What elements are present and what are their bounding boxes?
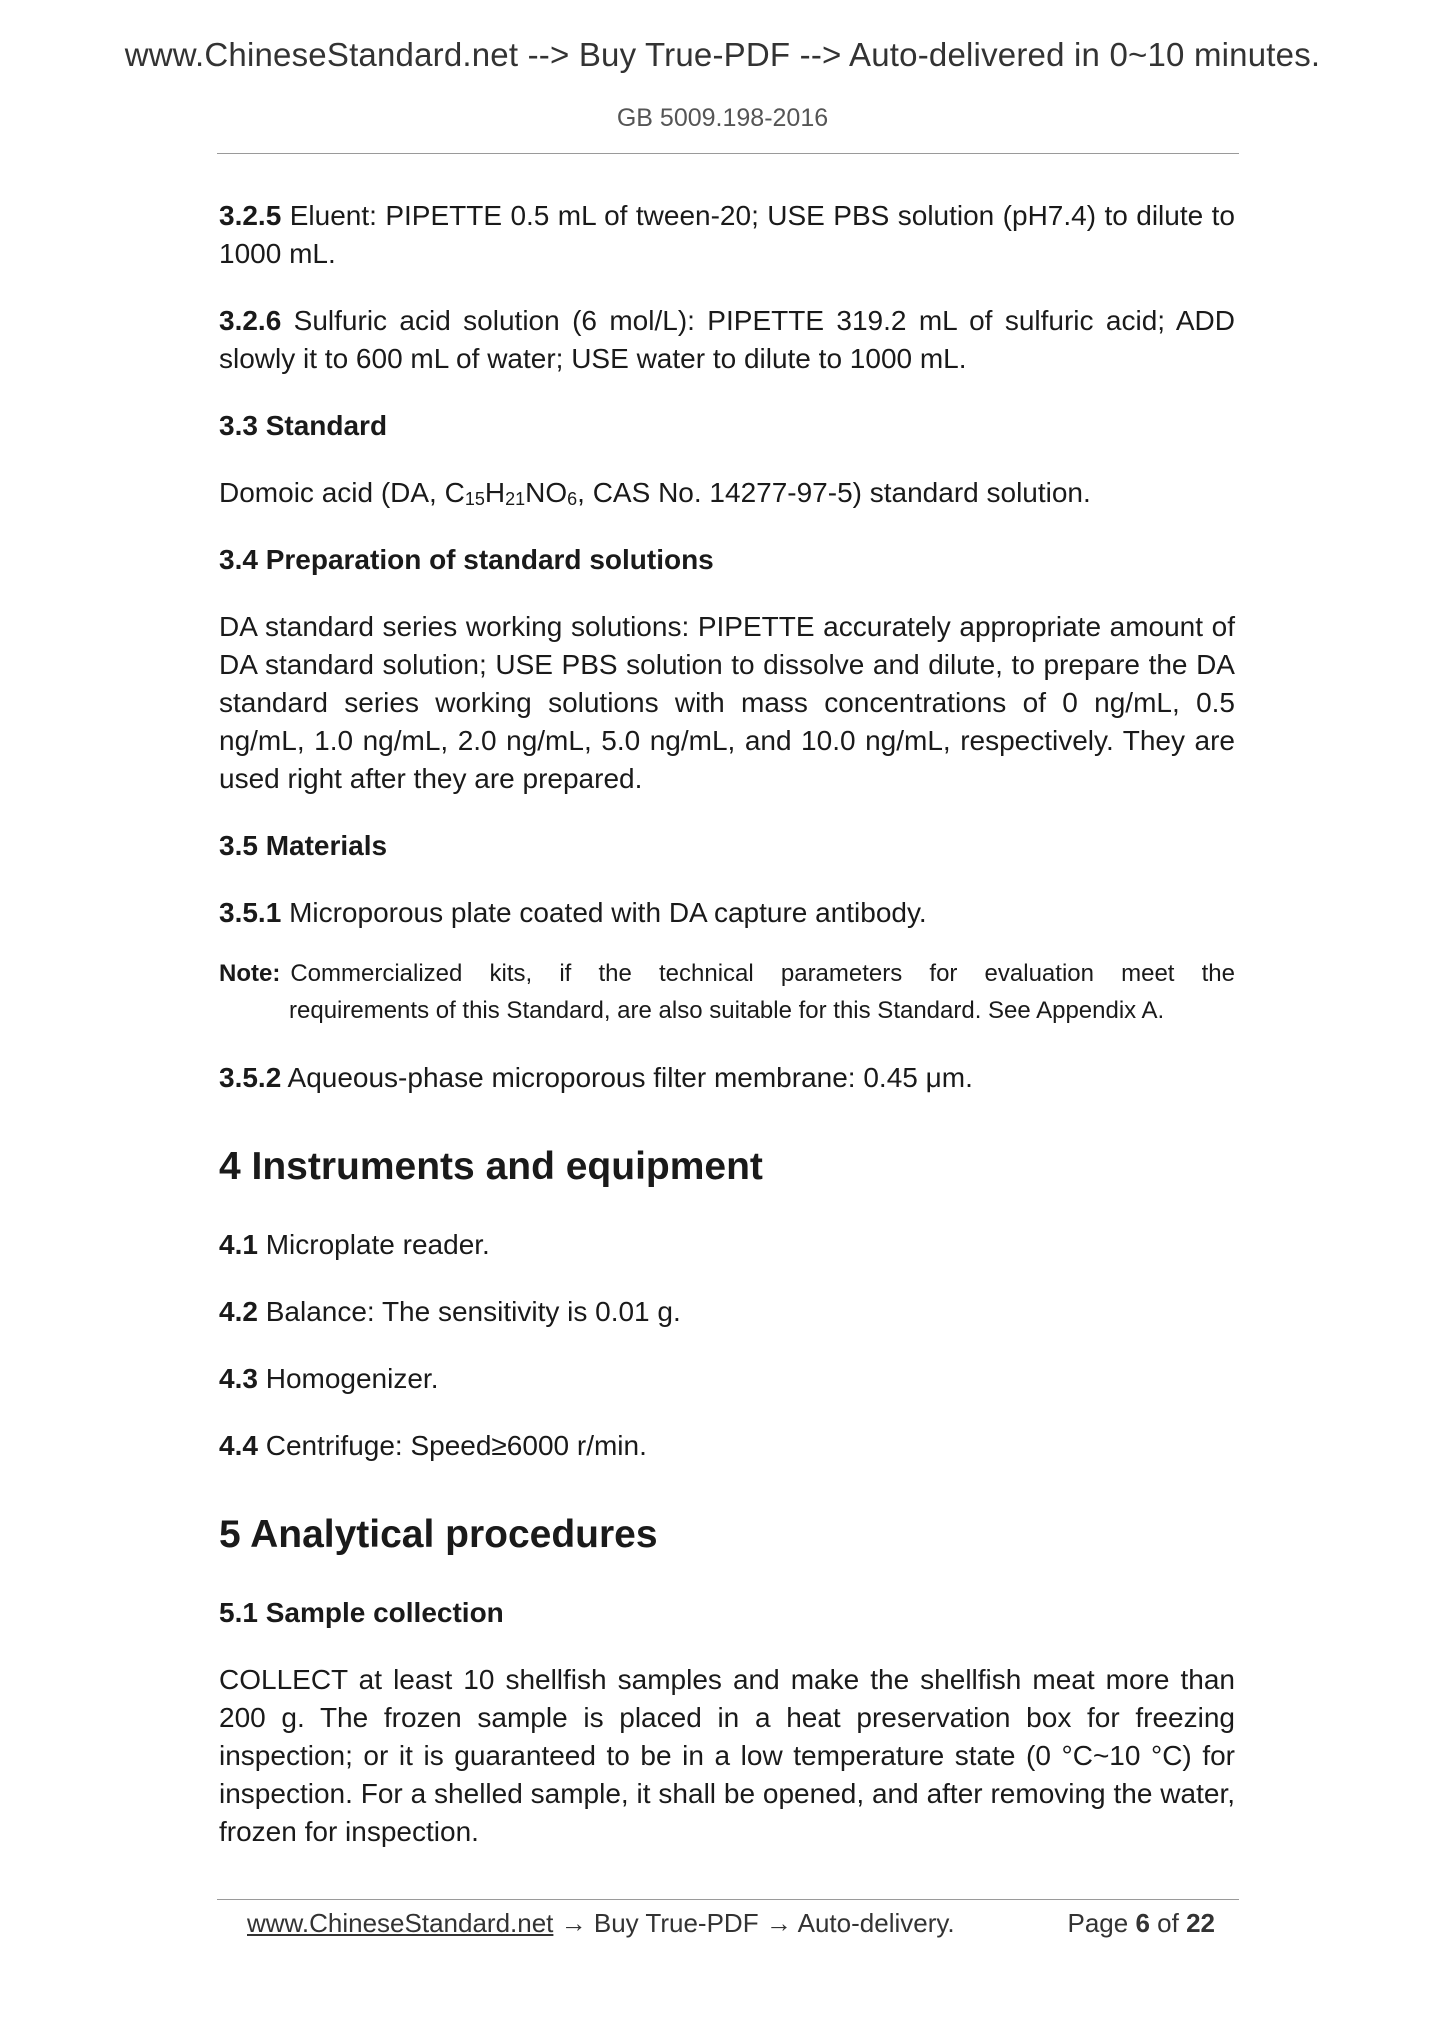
- formula-text: H: [484, 477, 506, 508]
- header-divider: [217, 153, 1239, 154]
- page-content: [219, 197, 1235, 1880]
- clause-4-3: [219, 1360, 1235, 1398]
- clause-number: 4.4: [219, 1430, 258, 1461]
- clause-number: 3.5.1: [219, 897, 282, 928]
- clause-text: Microporous plate coated with DA capture antibody.: [289, 897, 927, 928]
- page-current: 6: [1135, 1908, 1150, 1938]
- standard-description: [219, 474, 1235, 512]
- section-heading-3-4: 3.4 Preparation of standard solutions: [219, 544, 714, 575]
- document-code: GB 5009.198-2016: [616, 104, 829, 132]
- clause-text: Centrifuge: Speed≥6000 r/min.: [265, 1430, 647, 1461]
- clause-text: Balance: The sensitivity is 0.01 g.: [265, 1296, 681, 1327]
- page-of: of: [1157, 1908, 1179, 1938]
- clause-3-2-5: [219, 197, 1235, 273]
- note-line-1: [219, 955, 1235, 992]
- standard-solutions-paragraph: DA standard series working solutions: PIPETTE accurately appropriate amount of DA standard solution; USE PBS solution to dissolve and dilute, to prepare the DA standard series working solutions with mass concentrations of 0 ng/mL, 0.5 ng/mL, 1.0 ng/mL, 2.0 ng/mL, 5.0 ng/mL, and 10.0 ng/mL, respectively. They are used right after they are prepared.: [219, 611, 1235, 794]
- clause-3-2-6: [219, 302, 1235, 378]
- page-total: 22: [1186, 1908, 1215, 1938]
- page-footer: [247, 1903, 1215, 1943]
- clause-4-4: [219, 1427, 1235, 1465]
- section-heading-3-5: 3.5 Materials: [219, 830, 388, 861]
- section-heading-3-3: 3.3 Standard: [219, 410, 388, 441]
- subscript: 15: [464, 489, 485, 509]
- footer-divider: [217, 1899, 1239, 1900]
- page-label: Page: [1067, 1908, 1129, 1938]
- chapter-heading-5: 5 Analytical procedures: [219, 1513, 658, 1556]
- clause-number: 3.5.2: [219, 1062, 282, 1093]
- page-number: [1067, 1903, 1215, 1943]
- clause-4-1: [219, 1226, 1235, 1264]
- formula-text: , CAS No. 14277-97-5) standard solution.: [577, 477, 1091, 508]
- note-text: Commercialized kits, if the technical parameters for evaluation meet the: [290, 960, 1235, 987]
- note-block: [219, 955, 1235, 1029]
- clause-text: Aqueous-phase microporous filter membrane: 0.45 μm.: [287, 1062, 973, 1093]
- footer-buy-text: Buy True-PDF: [593, 1908, 759, 1938]
- clause-text: Sulfuric acid solution (6 mol/L): PIPETTE 319.2 mL of sulfuric acid; ADD slowly it to 600 mL of water; USE water to dilute to 1000 mL.: [219, 305, 1236, 374]
- footer-delivery-text: Auto-delivery.: [797, 1908, 955, 1938]
- clause-text: Homogenizer.: [265, 1363, 439, 1394]
- note-line-2: requirements of this Standard, are also suitable for this Standard. See Appendix A.: [289, 997, 1165, 1024]
- clause-text: Eluent: PIPETTE 0.5 mL of tween-20; USE PBS solution (pH7.4) to dilute to 1000 mL.: [219, 200, 1235, 269]
- note-label: Note:: [219, 960, 281, 987]
- sample-collection-paragraph: COLLECT at least 10 shellfish samples and make the shellfish meat more than 200 g. The frozen sample is placed in a heat preservation box for freezing inspection; or it is guaranteed to be in a low temperature state (0 °C~10 °C) for inspection. For a shelled sample, it shall be opened, and after removing the water, frozen for inspection.: [219, 1664, 1235, 1847]
- subscript: 6: [567, 489, 578, 509]
- arrow-icon: →: [765, 1908, 792, 1938]
- formula-text: NO: [525, 477, 568, 508]
- subscript: 21: [505, 489, 526, 509]
- footer-site-link[interactable]: www.ChineseStandard.net: [247, 1908, 554, 1938]
- clause-number: 4.1: [219, 1229, 258, 1260]
- clause-number: 4.2: [219, 1296, 258, 1327]
- clause-number: 3.2.5: [219, 200, 282, 231]
- formula-text: Domoic acid (DA, C: [219, 477, 465, 508]
- clause-text: Microplate reader.: [265, 1229, 490, 1260]
- clause-number: 3.2.6: [219, 305, 282, 336]
- arrow-icon: →: [560, 1908, 587, 1938]
- clause-3-5-2: [219, 1059, 1235, 1097]
- top-banner: www.ChineseStandard.net --> Buy True-PDF --> Auto-delivered in 0~10 minutes.: [124, 36, 1321, 73]
- clause-4-2: [219, 1293, 1235, 1331]
- section-heading-5-1: 5.1 Sample collection: [219, 1597, 504, 1628]
- clause-number: 4.3: [219, 1363, 258, 1394]
- clause-3-5-1: [219, 894, 1235, 932]
- chapter-heading-4: 4 Instruments and equipment: [219, 1145, 763, 1188]
